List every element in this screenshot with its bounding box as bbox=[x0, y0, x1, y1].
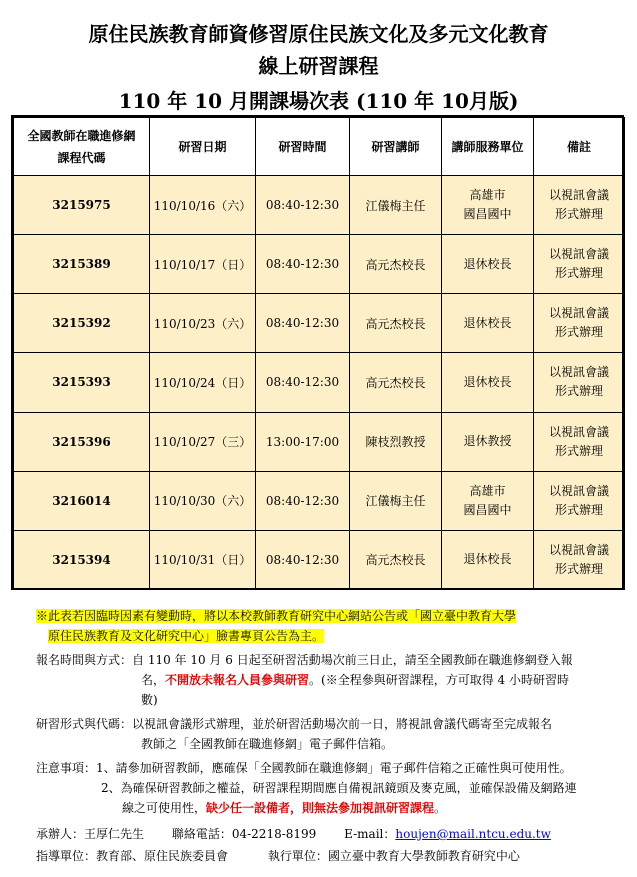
course-code: 3215393 bbox=[14, 353, 150, 412]
document-subtitle: 線上研習課程 bbox=[258, 54, 379, 78]
email-link[interactable]: houjen@mail.ntcu.edu.tw bbox=[395, 827, 551, 841]
course-date: 110/10/31（日） bbox=[150, 530, 256, 589]
course-time: 08:40-12:30 bbox=[256, 294, 350, 353]
course-note: 以視訊會議 形式辦理 bbox=[534, 235, 625, 294]
schedule-table bbox=[13, 117, 625, 590]
column-header-course-code: 全國教師在職進修網 課程代碼 bbox=[14, 118, 150, 176]
course-note: 以視訊會議 形式辦理 bbox=[534, 530, 625, 589]
table-row bbox=[14, 294, 625, 353]
course-time: 13:00-17:00 bbox=[256, 412, 350, 471]
course-unit: 高雄市 國昌國中 bbox=[442, 471, 534, 530]
course-lecturer: 高元杰校長 bbox=[350, 294, 442, 353]
course-time: 08:40-12:30 bbox=[256, 471, 350, 530]
announcement-note: ※此表若因臨時因素有變動時，將以本校教師教育研究中心網站公告或「國立臺中教育大學 原住民族教育及文化研究中心」臉書專頁公告為主。 bbox=[36, 609, 517, 643]
table-header-row bbox=[14, 118, 625, 176]
schedule-title: 110 年 10 月開課場次表 (110 年 10月版) bbox=[118, 89, 519, 113]
course-unit: 高雄市 國昌國中 bbox=[442, 176, 534, 235]
table-row bbox=[14, 471, 625, 530]
course-note: 以視訊會議 形式辦理 bbox=[534, 471, 625, 530]
course-time: 08:40-12:30 bbox=[256, 530, 350, 589]
course-note: 以視訊會議 形式辦理 bbox=[534, 412, 625, 471]
course-note: 以視訊會議 形式辦理 bbox=[534, 294, 625, 353]
course-date: 110/10/16（六） bbox=[150, 176, 256, 235]
course-unit: 退休校長 bbox=[442, 294, 534, 353]
notes-section bbox=[36, 606, 626, 818]
course-unit: 退休教授 bbox=[442, 412, 534, 471]
column-header-unit: 講師服務單位 bbox=[442, 118, 534, 176]
course-date: 110/10/17（日） bbox=[150, 235, 256, 294]
course-code: 3215392 bbox=[14, 294, 150, 353]
phone: 聯絡電話：04-2218-8199 bbox=[171, 827, 317, 841]
column-header-time: 研習時間 bbox=[256, 118, 350, 176]
format-note: 研習形式與代碼：以視訊會議形式辦理，並於研習活動場次前一日，將視訊會議代碼寄至完成報名 教師之「全國教師在職進修網」電子郵件信箱。 bbox=[36, 717, 553, 751]
column-header-lecturer: 研習講師 bbox=[350, 118, 442, 176]
course-time: 08:40-12:30 bbox=[256, 176, 350, 235]
course-code: 3215396 bbox=[14, 412, 150, 471]
course-lecturer: 高元杰校長 bbox=[350, 530, 442, 589]
organization-line bbox=[36, 847, 520, 864]
course-date: 110/10/30（六） bbox=[150, 471, 256, 530]
course-unit: 退休校長 bbox=[442, 353, 534, 412]
course-time: 08:40-12:30 bbox=[256, 235, 350, 294]
course-note: 以視訊會議 形式辦理 bbox=[534, 353, 625, 412]
contact-line bbox=[36, 825, 551, 842]
course-time: 08:40-12:30 bbox=[256, 353, 350, 412]
table-row bbox=[14, 412, 625, 471]
document-title: 原住民族教育師資修習原住民族文化及多元文化教育 bbox=[88, 22, 549, 46]
course-code: 3215389 bbox=[14, 235, 150, 294]
table-row bbox=[14, 176, 625, 235]
supervisor: 指導單位：教育部、原住民族委員會 bbox=[36, 849, 229, 863]
table-row bbox=[14, 530, 625, 589]
course-code: 3215394 bbox=[14, 530, 150, 589]
course-code: 3215975 bbox=[14, 176, 150, 235]
course-lecturer: 江儀梅主任 bbox=[350, 471, 442, 530]
email-label: E-mail： bbox=[344, 827, 396, 841]
course-unit: 退休校長 bbox=[442, 235, 534, 294]
course-lecturer: 高元杰校長 bbox=[350, 235, 442, 294]
table-row bbox=[14, 353, 625, 412]
course-lecturer: 陳枝烈教授 bbox=[350, 412, 442, 471]
course-date: 110/10/24（日） bbox=[150, 353, 256, 412]
course-code: 3216014 bbox=[14, 471, 150, 530]
column-header-date: 研習日期 bbox=[150, 118, 256, 176]
course-date: 110/10/27（三） bbox=[150, 412, 256, 471]
course-unit: 退休校長 bbox=[442, 530, 534, 589]
column-header-note: 備註 bbox=[534, 118, 625, 176]
executor: 執行單位：國立臺中教育大學教師教育研究中心 bbox=[267, 849, 520, 863]
table-row bbox=[14, 235, 625, 294]
course-lecturer: 江儀梅主任 bbox=[350, 176, 442, 235]
attention-note: 注意事項：1、請參加研習教師，應確保「全國教師在職進修網」電子郵件信箱之正確性與可使用性。 2、為確保研習教師之權益，研習課程期間應自備視訊鏡頭及麥克風，並確保設備及網路連 線之可使用性，缺少任一設備者，則無法參加視訊研習課程。 bbox=[36, 761, 577, 815]
organizer: 承辦人：王厚仁先生 bbox=[36, 827, 145, 841]
course-lecturer: 高元杰校長 bbox=[350, 353, 442, 412]
registration-note: 報名時間與方式：自 110 年 10 月 6 日起至研習活動場次前三日止，請至全國教師在職進修網登入報 名，不開放未報名人員參與研習。(※全程參與研習課程，方可取得 4 小時研習時 數) bbox=[36, 653, 573, 707]
course-note: 以視訊會議 形式辦理 bbox=[534, 176, 625, 235]
course-date: 110/10/23（六） bbox=[150, 294, 256, 353]
